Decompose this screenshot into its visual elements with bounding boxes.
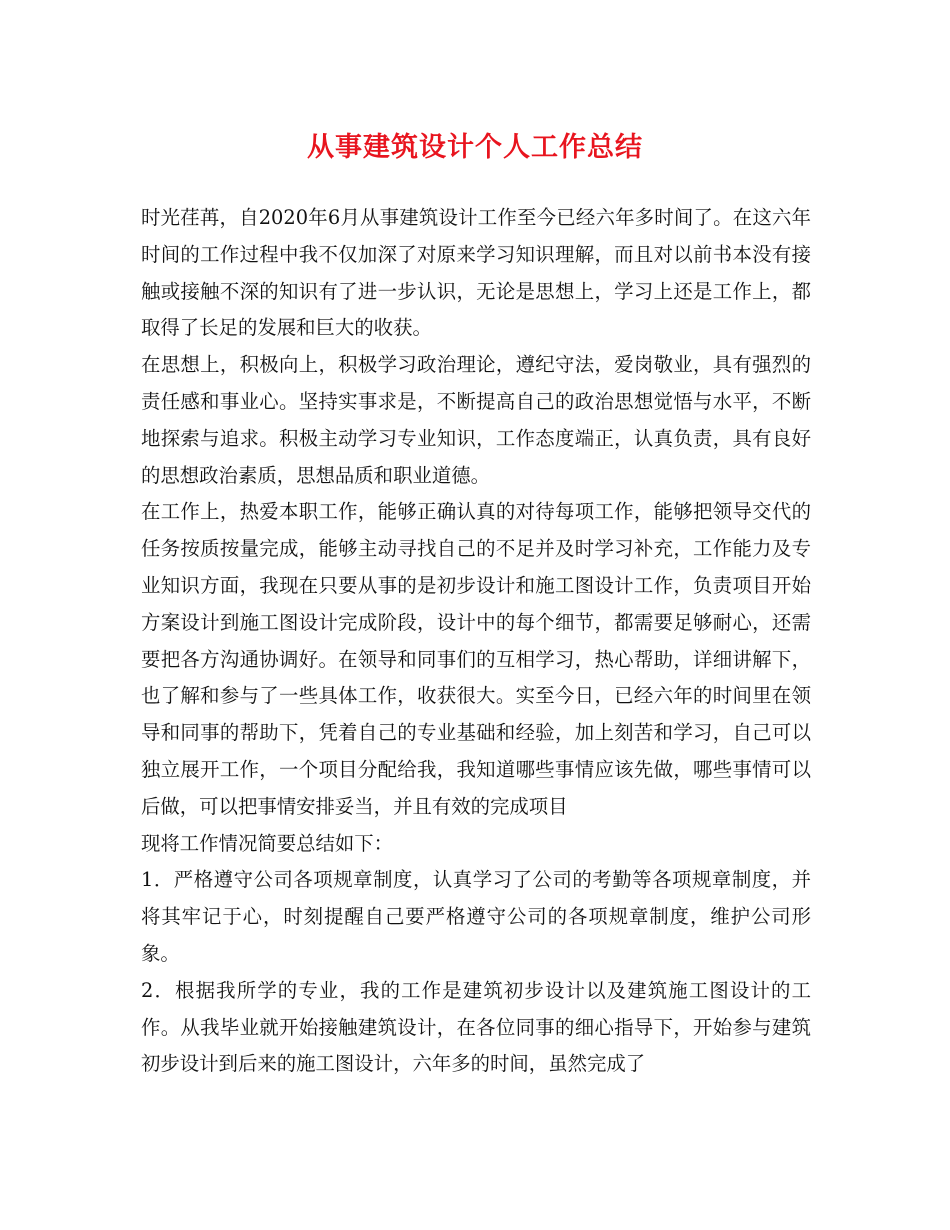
paragraph-work: 在工作上，热爱本职工作，能够正确认真的对待每项工作，能够把领导交代的任务按质按量完成，能够主动寻找自己的不足并及时学习补充，工作能力及专业知识方面，我现在只要从事的是初步设计和施工图设计工作，负责项目开始方案设计到施工图设计完成阶段，设计中的每个细节，都需要足够耐心，还需要把各方沟通协调好。在领导和同事们的互相学习，热心帮助，详细讲解下，也了解和参与了一些具体工作，收获很大。实至今日，已经六年的时间里在领导和同事的帮助下，凭着自己的专业基础和经验，加上刻苦和学习，自己可以独立展开工作，一个项目分配给我，我知道哪些事情应该先做，哪些事情可以后做，可以把事情安排妥当，并且有效的完成项目 [141,500,811,818]
document-title: 从事建筑设计个人工作总结 [307,132,643,163]
paragraph-item-1: 1．严格遵守公司各项规章制度，认真学习了公司的考勤等各项规章制度，并将其牢记于心，时刻提醒自己要严格遵守公司的各项规章制度，维护公司形象。 [141,868,811,965]
paragraph-summary-lead: 现将工作情况简要总结如下： [141,831,394,855]
paragraph-intro: 时光荏苒，自2020年6月从事建筑设计工作至今已经六年多时间了。在这六年时间的工作过程中我不仅加深了对原来学习知识理解，而且对以前书本没有接触或接触不深的知识有了进一步认识，无论是思想上，学习上还是工作上，都取得了长足的发展和巨大的收获。 [141,206,811,340]
paragraph-item-2: 2．根据我所学的专业，我的工作是建筑初步设计以及建筑施工图设计的工作。从我毕业就开始接触建筑设计，在各位同事的细心指导下，开始参与建筑初步设计到后来的施工图设计，六年多的时间，虽然完成了 [141,978,811,1076]
paragraph-ideology: 在思想上，积极向上，积极学习政治理论，遵纪守法，爱岗敬业，具有强烈的责任感和事业心。坚持实事求是，不断提高自己的政治思想觉悟与水平，不断地探索与追求。积极主动学习专业知识，工作态度端正，认真负责，具有良好的思想政治素质，思想品质和职业道德。 [141,353,811,487]
document-body [141,200,811,1083]
